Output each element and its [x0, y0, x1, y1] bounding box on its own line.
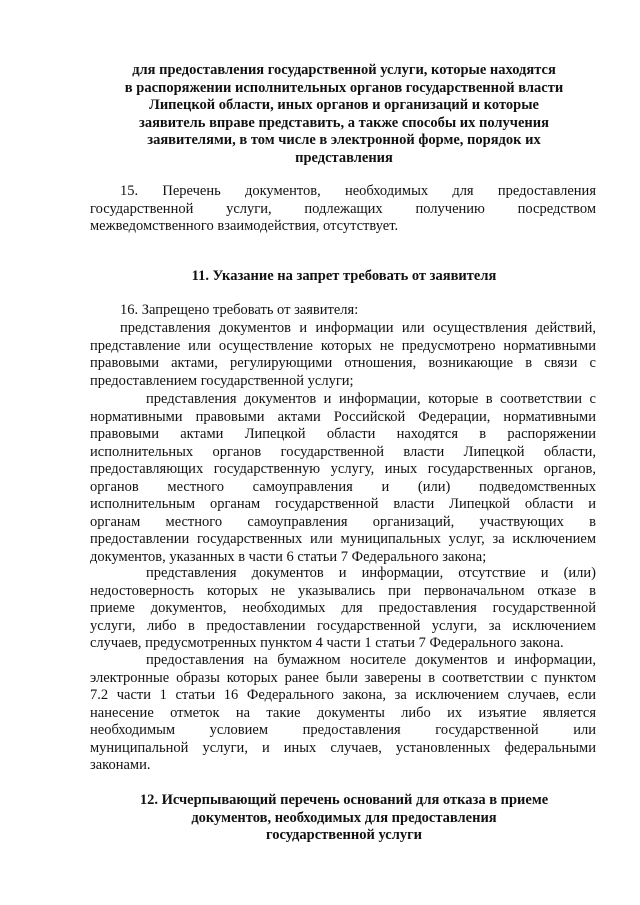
section-11-heading: [88, 268, 600, 286]
heading-line: для предоставления государственной услуги, которые находятся: [132, 62, 556, 78]
paragraph-line: исполнительных органов государственной власти Липецкой области,: [90, 443, 596, 460]
paragraph-line: представления документов и информации, отсутствие и (или): [146, 565, 596, 581]
item-16-intro: [90, 302, 596, 320]
paragraph-line: нанесение отметок на такие документы либо их изъятие является: [90, 704, 596, 721]
paragraph-line: правовыми актами, регулирующими отношения, возникающие в связи с: [90, 355, 596, 371]
paragraph-line: недостоверность которых не указывались при первоначальном отказе в: [90, 582, 596, 599]
paragraph-line: муниципальной услуги, и иных случаев, установленных федеральными: [90, 739, 596, 756]
paragraph-line: органам местного самоуправления организаций, участвующих в: [90, 513, 596, 530]
paragraph-line: предоставления на бумажном носителе документов и информации,: [146, 652, 596, 668]
section-12-heading: [88, 792, 600, 845]
heading-line: документов, необходимых для предоставления: [191, 809, 497, 826]
heading-line: заявителями, в том числе в электронной форме, порядок их: [147, 132, 541, 148]
section-heading-continuation: [88, 62, 600, 167]
paragraph-line: услуги, либо в предоставлении государственной услуги, за исключением: [90, 617, 596, 634]
section-title: 11. Указание на запрет требовать от заявителя: [191, 268, 497, 284]
paragraph-line: представление или осуществление которых не предусмотрено нормативными: [90, 337, 596, 354]
heading-line: представления: [295, 149, 393, 166]
paragraph-line: предоставляющих государственную услугу, иных государственных органов,: [90, 461, 596, 477]
paragraph-line: представления документов и информации или осуществления действий,: [120, 320, 596, 336]
heading-line: заявитель вправе представить, а также способы их получения: [139, 114, 549, 131]
paragraph-line: исполнительным органам государственной власти Липецкой области и: [90, 496, 596, 512]
heading-line: в распоряжении исполнительных органов государственной власти: [124, 79, 564, 96]
paragraph-line: 7.2 части 1 статьи 16 Федерального закона, за исключением случаев, если: [90, 687, 596, 703]
heading-line: Липецкой области, иных органов и организаций и которые: [149, 97, 539, 113]
item-16-paragraph-4: [90, 652, 596, 775]
heading-line: государственной услуги: [265, 827, 423, 843]
item-15-paragraph: [90, 183, 596, 236]
item-16-paragraph-2: [90, 391, 596, 566]
paragraph-line: документов, указанных в части 6 статьи 7 Федерального закона;: [90, 548, 487, 565]
item-16-paragraph-3: [90, 565, 596, 653]
paragraph-line: предоставлением государственной услуги;: [90, 372, 354, 389]
paragraph-line: межведомственного взаимодействия, отсутствует.: [90, 218, 399, 234]
item-16-paragraph-1: [90, 320, 596, 390]
paragraph-line: законами.: [90, 757, 151, 773]
paragraph-line: 15. Перечень документов, необходимых для предоставления: [120, 183, 596, 199]
paragraph-line: органов местного самоуправления и (или) подведомственных: [90, 478, 596, 495]
paragraph-line: государственной услуги, подлежащих получению посредством: [90, 200, 596, 217]
paragraph-line: 16. Запрещено требовать от заявителя:: [120, 302, 359, 318]
paragraph-line: электронные образы которых ранее были заверены в соответствии с пунктом: [90, 669, 596, 686]
paragraph-line: нормативными правовыми актами Российской Федерации, нормативными: [90, 408, 596, 425]
paragraph-line: приеме документов, необходимых для предоставления государственной: [90, 600, 596, 616]
paragraph-line: необходимым условием предоставления государственной или: [90, 722, 596, 738]
paragraph-line: предоставлении государственных или муниципальных услуг, за исключением: [90, 531, 596, 547]
paragraph-line: представления документов и информации, которые в соответствии с: [146, 391, 596, 407]
paragraph-line: случаев, предусмотренных пунктом 4 части 1 статьи 7 Федерального закона.: [90, 635, 564, 651]
heading-line: 12. Исчерпывающий перечень оснований для отказа в приеме: [139, 792, 549, 808]
paragraph-line: правовыми актами Липецкой области находятся в распоряжении: [90, 426, 596, 442]
